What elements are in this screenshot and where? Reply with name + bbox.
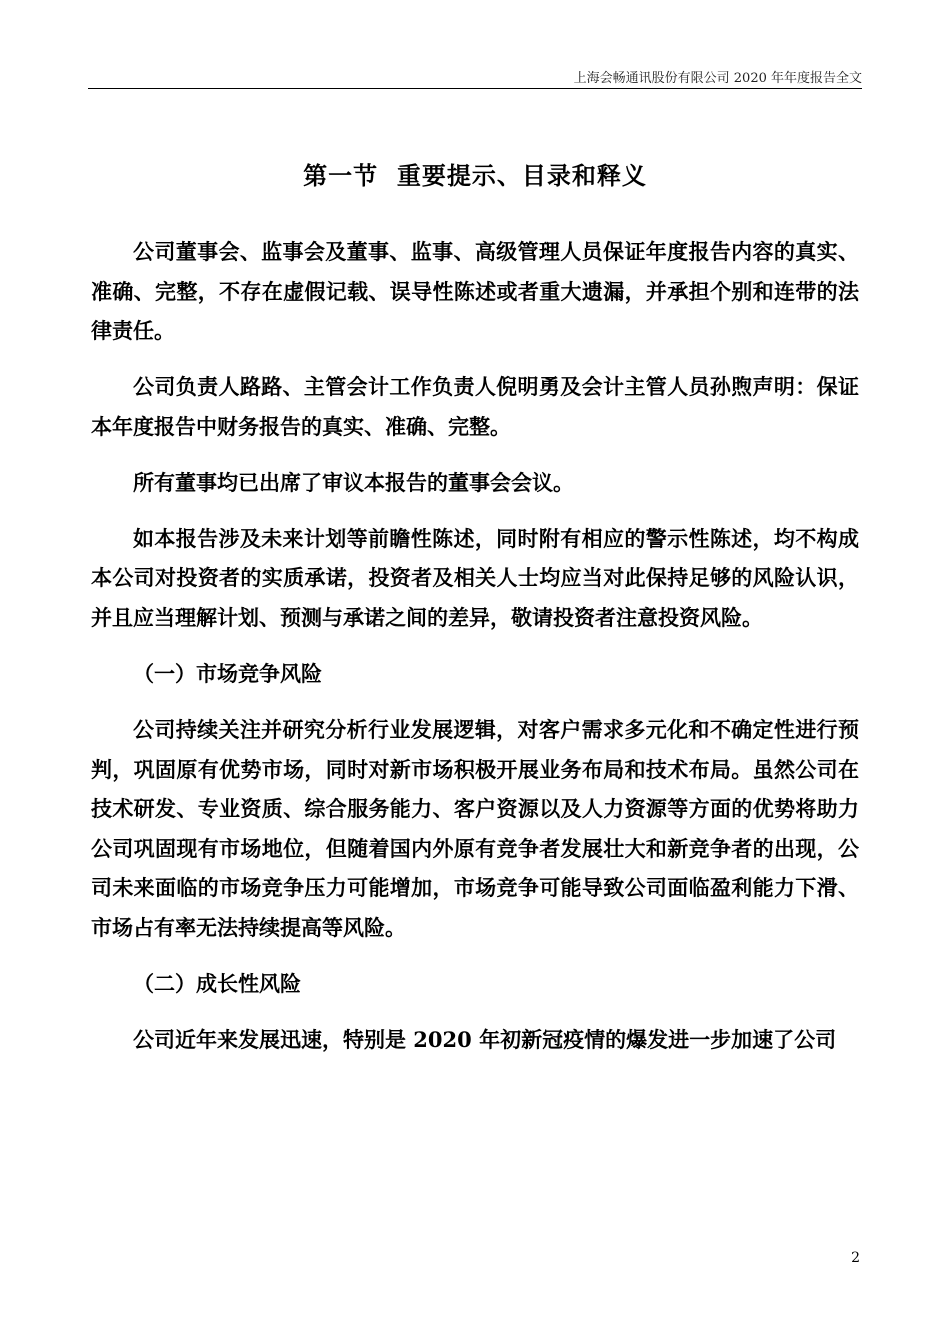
paragraph-responsible-persons: 公司负责人路路、主管会计工作负责人倪明勇及会计主管人员孙煦声明：保证本年度报告中财务报告的真实、准确、完整。 [91,374,859,439]
paragraph-forward-looking: 如本报告涉及未来计划等前瞻性陈述，同时附有相应的警示性陈述，均不构成本公司对投资者的实质承诺，投资者及相关人士均应当对此保持足够的风险认识，并且应当理解计划、预测与承诺之间的差异，敬请投资者注意投资风险。 [91,525,859,630]
section-title: 第一节 重要提示、目录和释义 [303,161,647,190]
header-divider [88,88,862,89]
paragraph-market-competition-risk: 公司持续关注并研究分析行业发展逻辑，对客户需求多元化和不确定性进行预判，巩固原有优势市场，同时对新市场积极开展业务布局和技术布局。虽然公司在技术研发、专业资质、综合服务能力、客户资源以及人力资源等方面的优势将助力公司巩固现有市场地位，但随着国内外原有竞争者发展壮大和新竞争者的出现，公司未来面临的市场竞争压力可能增加，市场竞争可能导致公司面临盈利能力下滑、市场占有率无法持续提高等风险。 [91,717,859,940]
document-body [91,232,859,1060]
heading-market-competition-risk: （一）市场竞争风险 [133,660,322,686]
heading-growth-risk: （二）成长性风险 [133,970,301,996]
page-number: 2 [851,1250,860,1266]
paragraph-board-statement: 公司董事会、监事会及董事、监事、高级管理人员保证年度报告内容的真实、准确、完整，不存在虚假记载、误导性陈述或者重大遗漏，并承担个别和连带的法律责任。 [91,239,859,343]
running-header: 上海会畅通讯股份有限公司 2020 年年度报告全文 [573,71,862,86]
paragraph-attendance: 所有董事均已出席了审议本报告的董事会会议。 [133,469,574,495]
paragraph-growth-risk: 公司近年来发展迅速，特别是 2020 年初新冠疫情的爆发进一步加速了公司 [133,1027,837,1052]
